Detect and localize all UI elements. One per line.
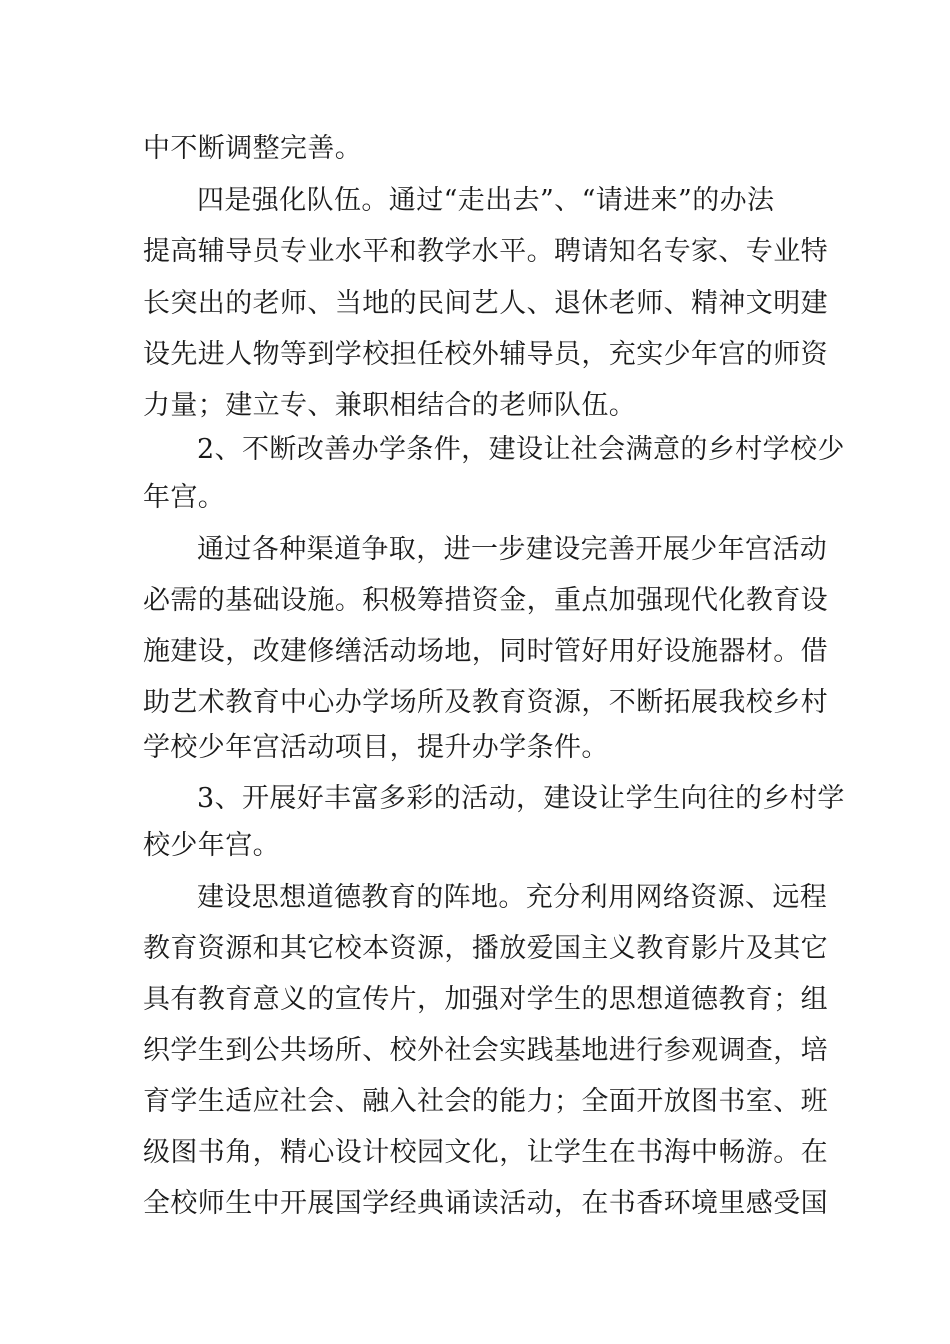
text-line: 设先进人物等到学校担任校外辅导员，充实少年宫的师资 bbox=[143, 339, 828, 370]
text-line: 学校少年宫活动项目，提升办学条件。 bbox=[143, 732, 609, 763]
paragraph-start-line: 通过各种渠道争取，进一步建设完善开展少年宫活动 bbox=[197, 534, 828, 565]
section-heading-line: 2、不断改善办学条件，建设让社会满意的乡村学校少 bbox=[197, 434, 845, 465]
text-line: 助艺术教育中心办学场所及教育资源，不断拓展我校乡村 bbox=[143, 687, 828, 718]
text-line: 力量；建立专、兼职相结合的老师队伍。 bbox=[143, 390, 637, 421]
text-line: 育学生适应社会、融入社会的能力；全面开放图书室、班 bbox=[143, 1086, 828, 1117]
section-heading-line: 年宫。 bbox=[143, 482, 226, 513]
text-line: 具有教育意义的宣传片，加强对学生的思想道德教育；组 bbox=[143, 984, 828, 1015]
text-line: 必需的基础设施。积极筹措资金，重点加强现代化教育设 bbox=[143, 585, 828, 616]
text-line: 长突出的老师、当地的民间艺人、退休老师、精神文明建 bbox=[143, 288, 828, 319]
text-line: 提高辅导员专业水平和教学水平。聘请知名专家、专业特 bbox=[143, 236, 828, 267]
text-line: 施建设，改建修缮活动场地，同时管好用好设施器材。借 bbox=[143, 636, 828, 667]
text-line: 中不断调整完善。 bbox=[143, 133, 363, 164]
section-heading-line: 校少年宫。 bbox=[143, 830, 280, 861]
paragraph-start-line: 建设思想道德教育的阵地。充分利用网络资源、远程 bbox=[197, 882, 828, 913]
paragraph-start-line: 四是强化队伍。通过“走出去”、“请进来”的办法 bbox=[197, 185, 775, 216]
text-line: 织学生到公共场所、校外社会实践基地进行参观调查，培 bbox=[143, 1035, 828, 1066]
text-line: 教育资源和其它校本资源，播放爱国主义教育影片及其它 bbox=[143, 933, 828, 964]
section-heading-line: 3、开展好丰富多彩的活动，建设让学生向往的乡村学 bbox=[197, 783, 845, 814]
text-line: 级图书角，精心设计校园文化，让学生在书海中畅游。在 bbox=[143, 1137, 828, 1168]
text-line: 全校师生中开展国学经典诵读活动，在书香环境里感受国 bbox=[143, 1188, 828, 1219]
